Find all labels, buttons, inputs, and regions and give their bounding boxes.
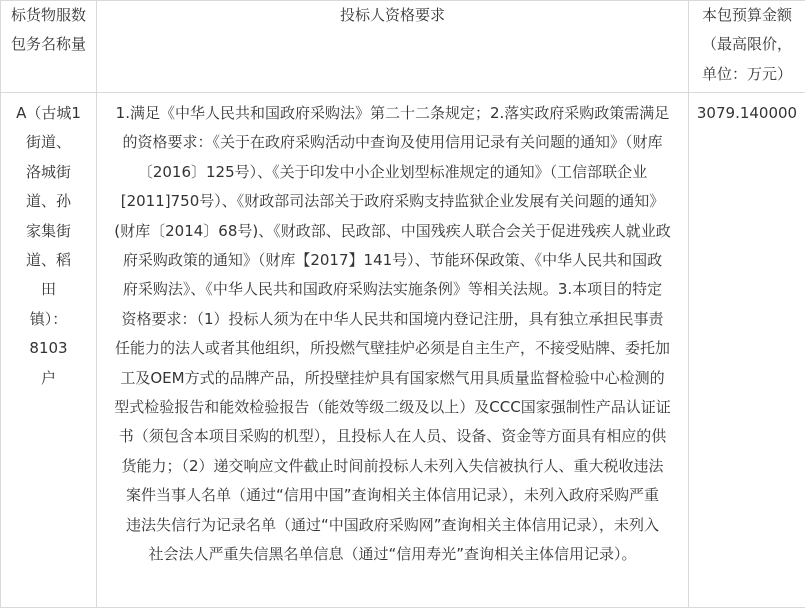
package-cell: A（古城1 街道、 洛城街 道、孙 家集街 道、稻 田 镇）： 8103 户 <box>1 93 97 608</box>
requirements-cell: 1.满足《中华人民共和国政府采购法》第二十二条规定；2.落实政府采购政策需满足 的资格要求：《关于在政府采购活动中查询及使用信用记录有关问题的通知》（财库 〔2016〕125号）、《关于印发中小企业划型标准规定的通知》（工信部联企业 [2011]750号）、《财政部司法部关于政府采购支持监狱企业发展有关问题的通知》 (财库〔2014〕68号)、《财政部、民政部、中国残疾人联合会关于促进残疾人就业政 府采购政策的通知》（财库【2017】141号）、节能环保政策、《中华人民共和国政 府采购法》、《中华人民共和国政府采购法实施条例》等相关法规。3.本项目的特定 资格要求：（1）投标人须为在中华人民共和国境内登记注册，具有独立承担民事责 任能力的法人或者其他组织，所投燃气壁挂炉必须是自主生产，不接受贴牌、委托加 工及OEM方式的品牌产品，所投壁挂炉具有国家燃气用具质量监督检验中心检测的 型式检验报告和能效检验报告（能效等级二级及以上）及CCC国家强制性产品认证证 书（须包含本项目采购的机型），且投标人在人员、设备、资金等方面具有相应的供 货能力；（2）递交响应文件截止时间前投标人未列入失信被执行人、重大税收违法 案件当事人名单（通过“信用中国”查询相关主体信用记录），未列入政府采购严重 违法失信行为记录名单（通过“中国政府采购网”查询相关主体信用记录），未列入 社会法人严重失信黑名单信息（通过“信用寿光”查询相关主体信用记录）。 <box>97 93 689 608</box>
table-row <box>1 93 805 608</box>
budget-cell: 3079.140000 <box>689 93 805 608</box>
header-budget: 本包预算金额 （最高限价， 单位：万元） <box>689 1 805 93</box>
table-header-row <box>1 1 805 93</box>
header-bidder-requirements: 投标人资格要求 <box>97 1 689 93</box>
header-package-name: 标货物服数 包务名称量 <box>1 1 97 93</box>
